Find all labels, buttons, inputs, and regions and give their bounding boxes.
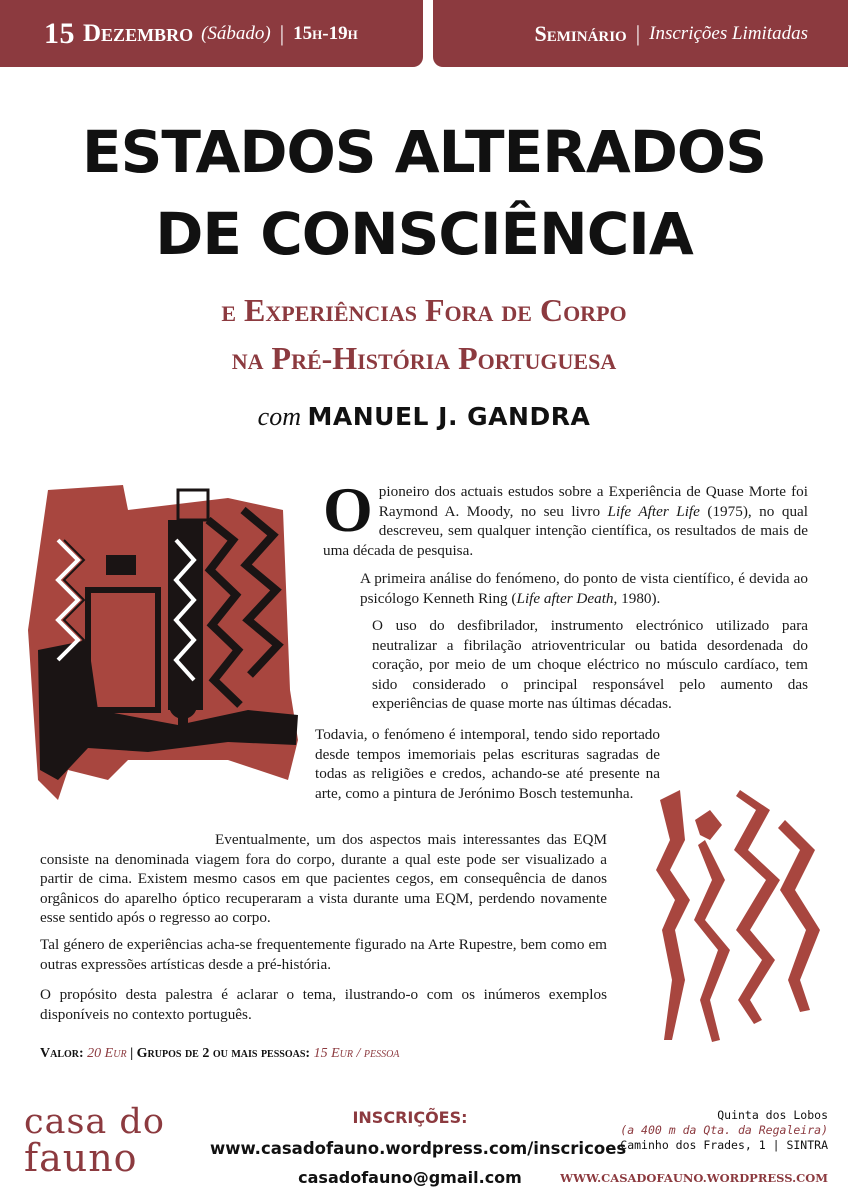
paragraph-6: Tal género de experiências acha-se frequentemente figurado na Arte Rupestre, bem como em outras expressões artísticas desde a pré-história. [40,936,607,973]
casa-do-fauno-logo [24,1102,165,1180]
title-line-2: DE CONSCIÊNCIA [155,200,693,268]
author-prefix: com [257,402,301,431]
p2-text-b: , 1980). [613,589,661,607]
logo-line-1: casa do [24,1102,165,1142]
registration-email[interactable]: casadofauno@gmail.com [298,1168,522,1187]
event-type: Seminário [534,20,627,46]
title-line-1: ESTADOS ALTERADOS [82,118,766,186]
event-date: 15 [44,16,75,50]
type-banner [433,0,848,67]
drop-cap: O [323,474,373,545]
price-label-2: Grupos de 2 ou mais pessoas: [136,1046,311,1061]
subtitle-line-2: na Pré-História Portuguesa [231,340,617,376]
price-value-1: 20 Eur [87,1046,127,1061]
event-month: Dezembro [83,19,194,47]
event-weekday: (Sábado) [201,22,271,44]
paragraph-2 [360,569,808,608]
registration-link[interactable]: www.casadofauno.wordpress.com/inscricoes [210,1139,627,1158]
p1-text-a: pioneiro dos actuais estudos sobre a Experiência de Quase Morte foi Raymond A. Moody, no seu livro [378,483,808,520]
price-separator: | [130,1046,134,1061]
banner-separator-2: | [635,20,641,46]
event-time: 15h-19h [293,22,358,44]
event-note: Inscrições Limitadas [649,22,808,44]
price-info [40,1046,399,1062]
author-line [0,402,848,432]
address-line-1: Quinta dos Lobos [717,1108,828,1122]
banner-separator: | [279,20,285,46]
venue-address [560,1108,828,1186]
paragraph-1 [323,474,808,560]
rock-art-illustration-left [28,480,308,800]
p1-book-title: Life After Life [607,502,700,520]
paragraph-7: O propósito desta palestra é aclarar o tema, ilustrando-o com os inúmeros exemplos disponíveis no contexto português. [40,986,607,1023]
rock-art-illustration-right [650,780,826,1050]
logo-line-2: fauno [24,1136,138,1180]
subtitle-line-1: e Experiências Fora de Corpo [221,292,627,328]
price-value-2: 15 Eur / pessoa [313,1046,400,1061]
p1-text-b: (1975), no qual descreveu, sem qualquer intenção científica, os resultados de mais de uma década de pesquisa. [323,502,808,559]
paragraph-5: Eventualmente, um dos aspectos mais interessantes das EQM consiste na denominada viagem fora do corpo, durante a qual este pode ser visualizado a partir de cima. Existem mesmo casos em que pacientes cegos, em consequência de danos orgânicos do aparelho óptico recuperaram a vista durante uma EQM, perdendo novamente esse sentido após o regresso ao corpo. [40,831,607,926]
registration-title: INSCRIÇÕES: [352,1108,468,1127]
author-name: MANUEL J. GANDRA [307,402,591,431]
paragraph-3: O uso do desfibrilador, instrumento electrónico utilizado para neutralizar a fibrilação atrioventricular ou batida desordenada do coração, por meio de um choque eléctrico no músculo cardíaco, tem sido considerado o principal responsável pelo aumento das experiências de quase morte nas últimas décadas. [372,617,808,712]
address-line-3: Caminho dos Frades, 1 | SINTRA [620,1138,828,1152]
website-link[interactable]: WWW.CASADOFAUNO.WORDPRESS.COM [560,1171,828,1185]
p2-book-title: Life after Death [516,589,614,607]
price-label-1: Valor: [40,1046,84,1061]
date-banner [0,0,423,67]
address-line-2: (a 400 m da Qta. da Regaleira) [620,1123,828,1137]
registration-block [210,1108,627,1187]
paragraph-4: Todavia, o fenómeno é intemporal, tendo sido reportado desde tempos imemoriais pelas escrituras sagradas de todas as religiões e credos, achando-se até presente na arte, como a pintura de Jerónimo Bosch testemunha. [315,726,660,802]
p2-text-a: A primeira análise do fenómeno, do ponto de vista científico, é devida ao psicólogo Kenneth Ring ( [360,570,808,607]
